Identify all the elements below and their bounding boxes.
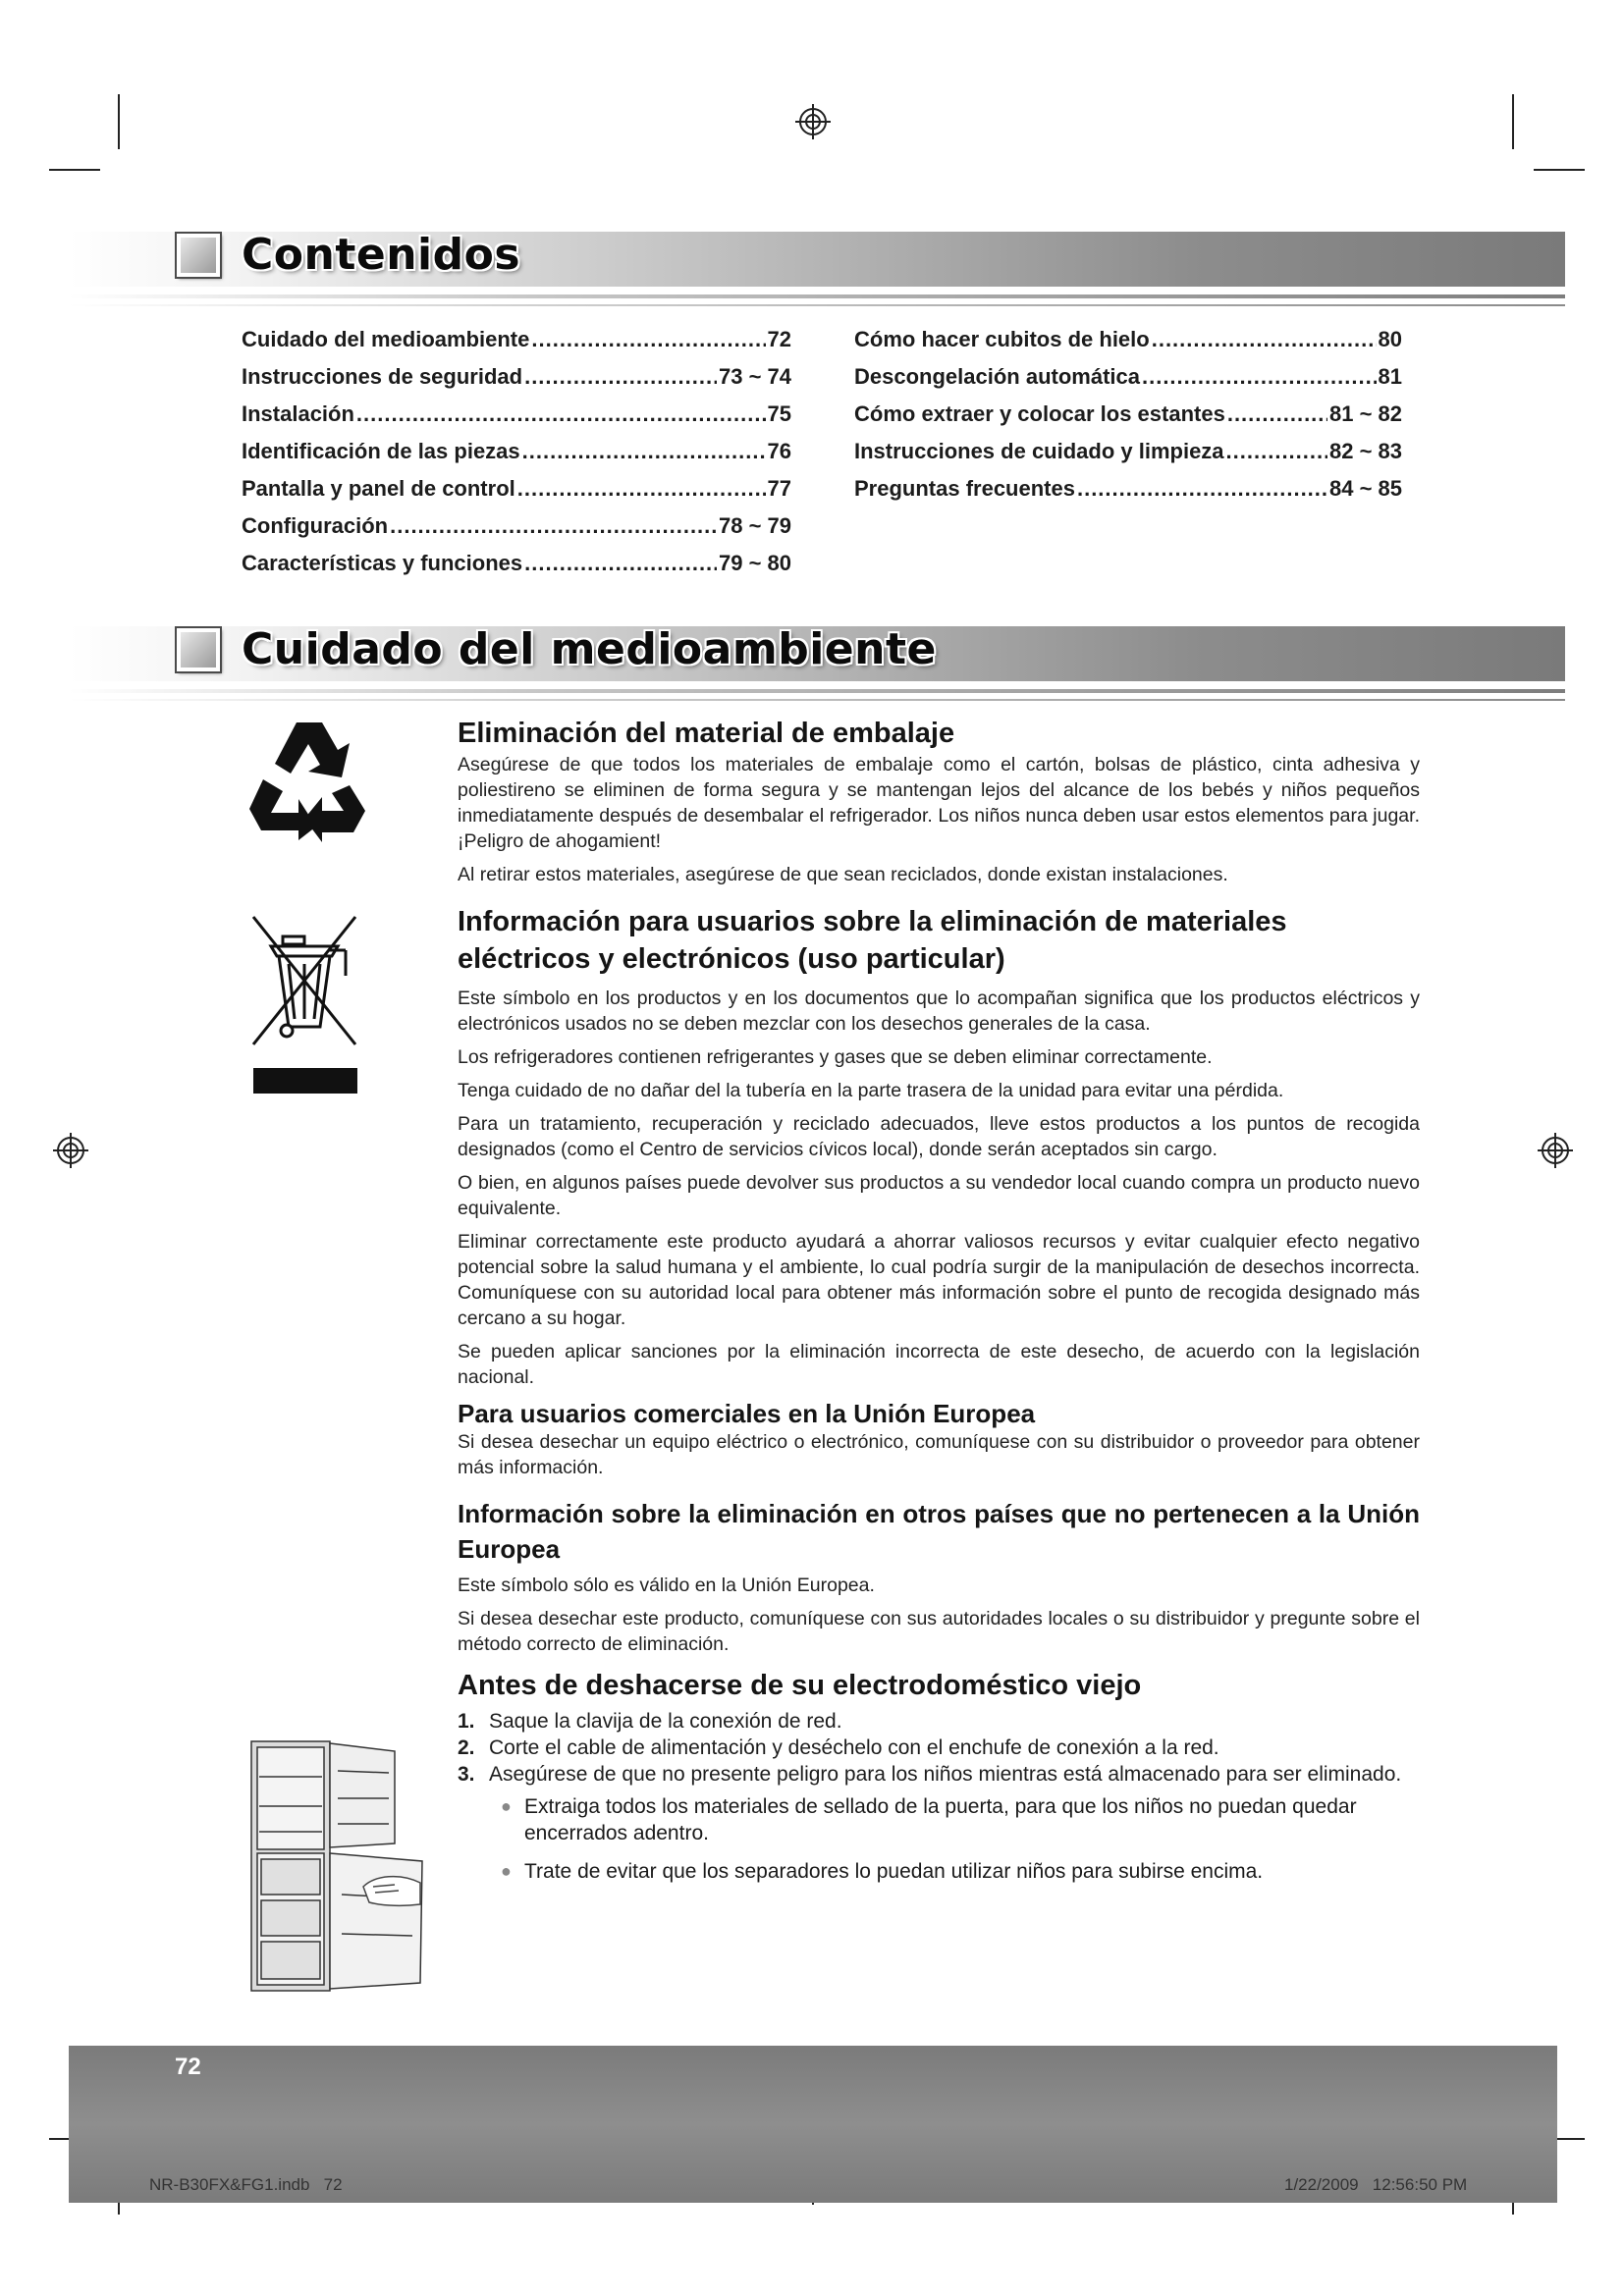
crop-mark bbox=[118, 94, 120, 149]
toc-leader-dots bbox=[531, 327, 765, 352]
step-number: 1. bbox=[458, 1710, 475, 1733]
weee-paragraphs bbox=[458, 986, 1420, 1390]
toc-entry-page: 77 bbox=[767, 476, 791, 501]
registration-mark-icon bbox=[1536, 1131, 1575, 1170]
step-text: Corte el cable de alimentación y deséchelo con el enchufe de conexión a la red. bbox=[489, 1736, 1219, 1759]
toc-entry-label: Características y funciones bbox=[242, 551, 523, 575]
toc-entry-page: 81 ~ 82 bbox=[1328, 401, 1402, 426]
toc-entry-page: 72 bbox=[767, 327, 791, 351]
toc-left-column bbox=[242, 327, 791, 588]
environment-header-rule bbox=[69, 699, 1565, 701]
registration-mark-icon bbox=[793, 102, 833, 141]
toc-leader-dots bbox=[524, 364, 717, 390]
weee-paragraph: Se pueden aplicar sanciones por la eliminación incorrecta de este desecho, de acuerdo con la legislación nacional. bbox=[458, 1341, 1420, 1388]
toc-entry-page: 75 bbox=[767, 401, 791, 426]
step-item bbox=[458, 1761, 1420, 1788]
bullet-item bbox=[501, 1858, 1420, 1885]
old-appliance-heading: Antes de deshacerse de su electrodoméstico viejo bbox=[458, 1670, 1142, 1701]
toc-entry-label: Configuración bbox=[242, 513, 389, 538]
toc-entry-label: Cómo extraer y colocar los estantes bbox=[854, 401, 1225, 426]
non-eu-paragraph: Este símbolo sólo es válido en la Unión Europea. bbox=[458, 1575, 875, 1596]
toc-entry bbox=[242, 327, 791, 364]
step-item bbox=[458, 1708, 1420, 1735]
step-text: Asegúrese de que no presente peligro para los niños mientras está almacenado para ser eliminado. bbox=[489, 1763, 1402, 1786]
non-eu-paragraph: Si desea desechar este producto, comuníquese con sus autoridades locales o su distribuidor y pregunte sobre el método correcto de eliminación. bbox=[458, 1608, 1420, 1655]
weee-heading: Información para usuarios sobre la eliminación de materiales eléctricos y electrónicos (uso particular) bbox=[458, 906, 1287, 975]
crop-mark bbox=[49, 169, 100, 171]
crop-mark bbox=[1534, 169, 1585, 171]
refrigerator-illustration bbox=[247, 1737, 432, 1995]
step-text: Saque la clavija de la conexión de red. bbox=[489, 1710, 842, 1733]
toc-leader-dots bbox=[1226, 439, 1327, 464]
toc-leader-dots bbox=[1227, 401, 1327, 427]
toc-entry-label: Instalación bbox=[242, 401, 354, 426]
step-number: 2. bbox=[458, 1736, 475, 1759]
toc-entry-page: 73 ~ 74 bbox=[718, 364, 791, 389]
toc-entry-page: 76 bbox=[767, 439, 791, 463]
toc-entry-label: Cuidado del medioambiente bbox=[242, 327, 530, 351]
step-number: 3. bbox=[458, 1763, 475, 1786]
weee-paragraph: Los refrigeradores contienen refrigerantes y gases que se deben eliminar correctamente. bbox=[458, 1046, 1213, 1068]
toc-entry-page: 81 bbox=[1378, 364, 1402, 389]
toc-entry bbox=[242, 439, 791, 476]
weee-paragraph: Para un tratamiento, recuperación y reciclado adecuados, lleve estos productos a los puntos de recogida designados (como el Centro de servicios cívicos local), donde serán aceptados sin cargo. bbox=[458, 1113, 1420, 1160]
toc-entry-label: Cómo hacer cubitos de hielo bbox=[854, 327, 1150, 351]
toc-header-rule bbox=[69, 304, 1565, 306]
toc-leader-dots bbox=[524, 551, 717, 576]
bullet-text: Trate de evitar que los separadores lo puedan utilizar niños para subirse encima. bbox=[524, 1860, 1264, 1883]
toc-entry-page: 80 bbox=[1378, 327, 1402, 351]
section-square-icon bbox=[177, 628, 220, 671]
environment-title: Cuidado del medioambiente bbox=[242, 624, 937, 674]
toc-entry-label: Preguntas frecuentes bbox=[854, 476, 1075, 501]
crossed-bin-icon bbox=[249, 913, 359, 1095]
bullet-item bbox=[501, 1793, 1420, 1846]
weee-paragraph: Este símbolo en los productos y en los documentos que lo acompañan significa que los productos eléctricos y electrónicos usados no se deben mezclar con los desechos generales de la casa. bbox=[458, 988, 1420, 1035]
toc-entry bbox=[854, 401, 1402, 439]
bullet-dot-icon: ● bbox=[501, 1796, 512, 1816]
toc-entry bbox=[242, 401, 791, 439]
weee-paragraph: O bien, en algunos países puede devolver sus productos a su vendedor local cuando compra un producto nuevo equivalente. bbox=[458, 1172, 1420, 1219]
toc-leader-dots bbox=[1077, 476, 1327, 502]
toc-entry-label: Descongelación automática bbox=[854, 364, 1140, 389]
crop-mark bbox=[1512, 94, 1514, 149]
toc-entry bbox=[854, 327, 1402, 364]
print-file-info: NR-B30FX&FG1.indb 72 bbox=[149, 2175, 343, 2194]
toc-leader-dots bbox=[1142, 364, 1377, 390]
print-timestamp: 1/22/2009 12:56:50 PM bbox=[1284, 2175, 1468, 2194]
section-square-icon bbox=[177, 234, 220, 277]
toc-entry bbox=[854, 476, 1402, 513]
toc-title: Contenidos bbox=[242, 230, 521, 280]
toc-entry-page: 78 ~ 79 bbox=[718, 513, 791, 538]
weee-paragraph: Eliminar correctamente este producto ayudará a ahorrar valiosos recursos y evitar cualquier efecto negativo potencial sobre la salud humana y el ambiente, lo cual podría surgir de la manipulación de desechos incorrecta. Comuníquese con su autoridad local para obtener más información sobre el punto de recogida designado más cercano a su hogar. bbox=[458, 1231, 1420, 1329]
environment-content bbox=[458, 715, 1420, 1896]
toc-leader-dots bbox=[390, 513, 717, 539]
step-item bbox=[458, 1735, 1420, 1761]
recycle-icon bbox=[240, 717, 373, 844]
environment-header-rule bbox=[69, 689, 1565, 693]
registration-mark-icon bbox=[51, 1131, 90, 1170]
toc-entry-label: Instrucciones de seguridad bbox=[242, 364, 523, 389]
packaging-heading: Eliminación del material de embalaje bbox=[458, 718, 955, 749]
toc-entry bbox=[242, 551, 791, 588]
bullet-dot-icon: ● bbox=[501, 1861, 512, 1881]
non-eu-heading: Información sobre la eliminación en otros países que no pertenecen a la Unión Europea bbox=[458, 1499, 1420, 1564]
old-appliance-steps bbox=[458, 1708, 1420, 1788]
weee-paragraph: Tenga cuidado de no dañar del la tubería en la parte trasera de la unidad para evitar una pérdida. bbox=[458, 1080, 1284, 1101]
business-heading: Para usuarios comerciales en la Unión Europea bbox=[458, 1399, 1036, 1428]
toc-entry bbox=[854, 364, 1402, 401]
toc-entry-label: Pantalla y panel de control bbox=[242, 476, 515, 501]
old-appliance-bullets bbox=[501, 1793, 1420, 1885]
toc-entry bbox=[854, 439, 1402, 476]
toc-entry-page: 84 ~ 85 bbox=[1328, 476, 1402, 501]
toc-leader-dots bbox=[356, 401, 766, 427]
toc-entry-label: Identificación de las piezas bbox=[242, 439, 520, 463]
bullet-text: Extraiga todos los materiales de sellado de la puerta, para que los niños no puedan quedar encerrados adentro. bbox=[524, 1795, 1357, 1844]
packaging-paragraph: Al retirar estos materiales, asegúrese de que sean reciclados, donde existan instalaciones. bbox=[458, 864, 1228, 885]
toc-entry-page: 79 ~ 80 bbox=[718, 551, 791, 575]
page-number: 72 bbox=[175, 2054, 201, 2080]
toc-leader-dots bbox=[517, 476, 766, 502]
toc-entry bbox=[242, 513, 791, 551]
toc-entry-label: Instrucciones de cuidado y limpieza bbox=[854, 439, 1224, 463]
toc-entry-page: 82 ~ 83 bbox=[1328, 439, 1402, 463]
packaging-paragraph: Asegúrese de que todos los materiales de embalaje como el cartón, bolsas de plástico, cinta adhesiva y poliestireno se eliminen de forma segura y se mantengan lejos del alcance de los bebés y niños pequeños inmediatamente después de desembalar el refrigerador. Los niños nunca deben usar estos elementos para jugar. ¡Peligro de ahogamient! bbox=[458, 754, 1420, 852]
toc-entry bbox=[242, 476, 791, 513]
toc-leader-dots bbox=[522, 439, 766, 464]
toc-entry bbox=[242, 364, 791, 401]
toc-leader-dots bbox=[1152, 327, 1377, 352]
toc-right-column bbox=[854, 327, 1402, 513]
toc-header-rule bbox=[69, 294, 1565, 298]
business-paragraph: Si desea desechar un equipo eléctrico o electrónico, comuníquese con su distribuidor o proveedor para obtener más información. bbox=[458, 1431, 1420, 1478]
